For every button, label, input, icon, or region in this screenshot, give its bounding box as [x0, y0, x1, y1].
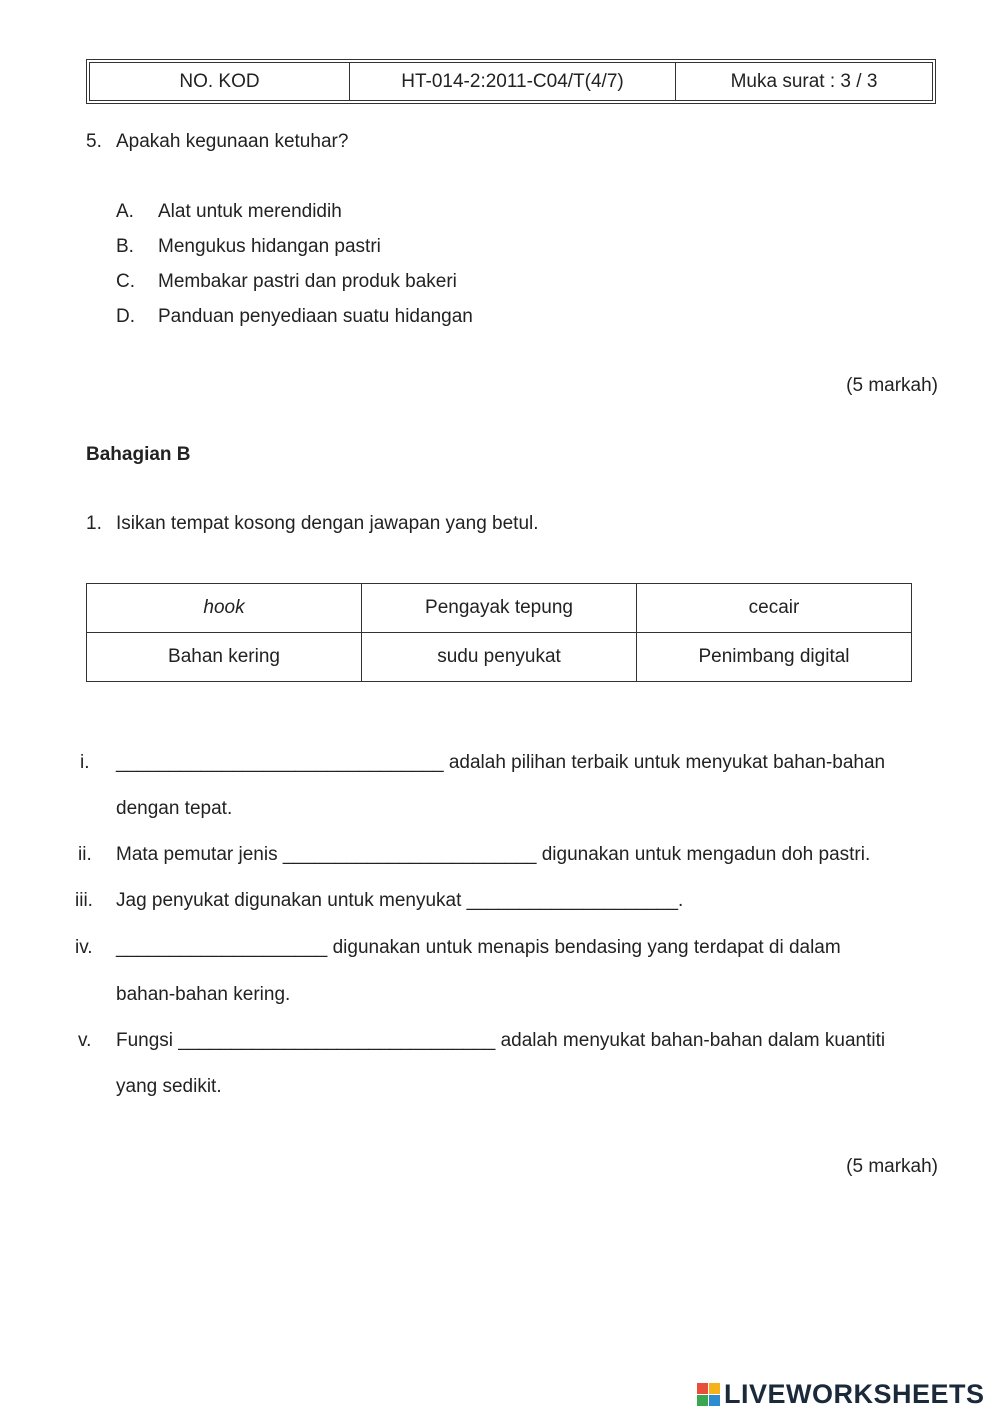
- word-bank-table: [86, 583, 912, 682]
- word-bank-row: [87, 633, 912, 682]
- q5-number: 5.: [86, 131, 102, 152]
- word-bank-cell: Bahan kering: [87, 633, 362, 682]
- code-value: HT-014-2:2011-C04/T(4/7): [401, 70, 624, 92]
- item-ii-line1[interactable]: Mata pemutar jenis ________________________ digunakan untuk mengadun doh pastri.: [116, 844, 871, 865]
- q5-option-b-text: Mengukus hidangan pastri: [158, 236, 381, 257]
- item-iii-number: iii.: [75, 890, 93, 911]
- q5-text: Apakah kegunaan ketuhar?: [116, 131, 349, 152]
- q5-option-c-text: Membakar pastri dan produk bakeri: [158, 271, 457, 292]
- item-iii-line1[interactable]: Jag penyukat digunakan untuk menyukat ____________________.: [116, 890, 684, 911]
- word-bank-cell: hook: [87, 584, 362, 633]
- item-v-line1[interactable]: Fungsi ______________________________ adalah menyukat bahan-bahan dalam kuantiti: [116, 1030, 886, 1051]
- q5-option-d-letter: D.: [116, 306, 135, 327]
- word-bank-cell: Penimbang digital: [637, 633, 912, 682]
- item-iv-number: iv.: [75, 937, 93, 958]
- item-ii-number: ii.: [78, 844, 92, 865]
- word-bank-row: [87, 584, 912, 633]
- q5-marks: (5 markah): [846, 375, 938, 396]
- code-label: NO. KOD: [179, 70, 260, 92]
- item-v-line2: yang sedikit.: [116, 1076, 222, 1097]
- liveworksheets-logo-icon: [697, 1383, 720, 1406]
- item-i-line1[interactable]: _______________________________ adalah pilihan terbaik untuk menyukat bahan-bahan: [116, 752, 886, 773]
- q5-option-a-letter: A.: [116, 201, 134, 222]
- word-bank-cell: sudu penyukat: [362, 633, 637, 682]
- word-bank-cell: cecair: [637, 584, 912, 633]
- q5-option-b-letter: B.: [116, 236, 134, 257]
- code-label-cell: [90, 63, 349, 100]
- page-number-cell: [675, 63, 932, 100]
- q5-option-a-text: Alat untuk merendidih: [158, 201, 342, 222]
- item-i-line2: dengan tepat.: [116, 798, 233, 819]
- liveworksheets-logo: [697, 1377, 985, 1411]
- header-table: [86, 59, 936, 104]
- q5-option-c-letter: C.: [116, 271, 135, 292]
- section-b-marks: (5 markah): [846, 1156, 938, 1177]
- item-iv-line2: bahan-bahan kering.: [116, 984, 291, 1005]
- item-i-number: i.: [80, 752, 90, 773]
- item-v-number: v.: [78, 1030, 92, 1051]
- code-value-cell: [349, 63, 675, 100]
- liveworksheets-logo-text: LIVEWORKSHEETS: [724, 1378, 985, 1409]
- word-bank-cell: Pengayak tepung: [362, 584, 637, 633]
- q1-text: Isikan tempat kosong dengan jawapan yang betul.: [116, 513, 539, 534]
- item-iv-line1[interactable]: ____________________ digunakan untuk menapis bendasing yang terdapat di dalam: [116, 937, 841, 958]
- q5-option-d-text: Panduan penyediaan suatu hidangan: [158, 306, 473, 327]
- q1-number: 1.: [86, 513, 102, 534]
- section-b-title: Bahagian B: [86, 444, 191, 465]
- page-number: Muka surat : 3 / 3: [730, 70, 878, 92]
